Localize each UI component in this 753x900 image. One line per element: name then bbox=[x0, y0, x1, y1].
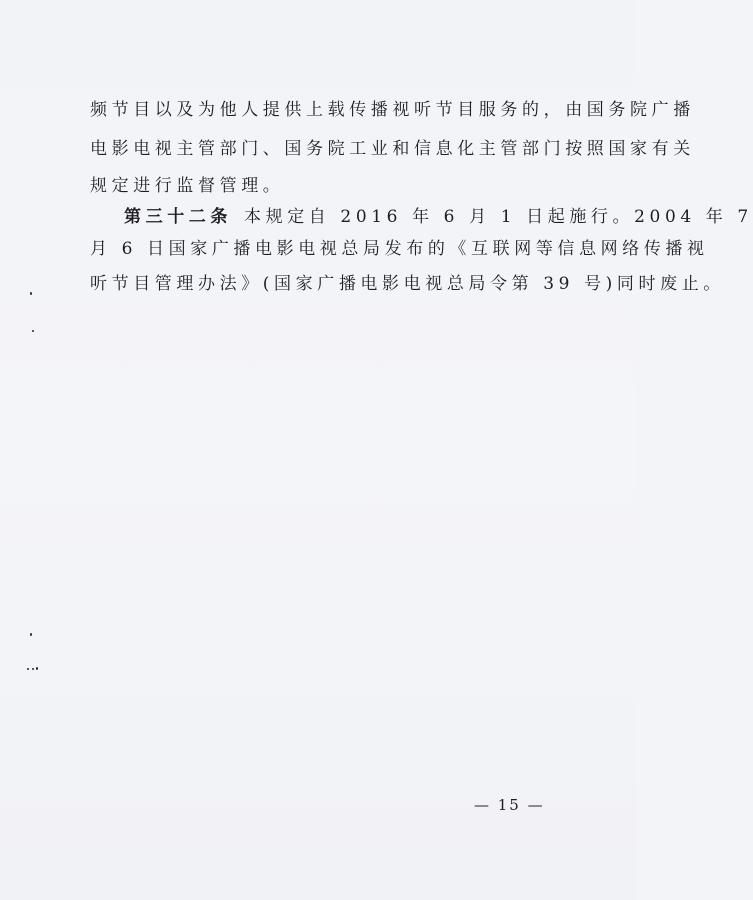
body-text-line: 规定进行监督管理。 bbox=[90, 176, 285, 196]
scan-speck bbox=[30, 633, 32, 636]
body-text-line: 听节目管理办法》(国家广播电影电视总局令第 39 号)同时废止。 bbox=[90, 274, 725, 294]
scan-speck bbox=[27, 668, 29, 670]
scan-speck bbox=[32, 668, 34, 670]
scan-speck bbox=[30, 292, 32, 295]
body-text-line: 频节目以及为他人提供上载传播视听节目服务的，由国务院广播 bbox=[90, 100, 695, 120]
scan-speck bbox=[32, 330, 34, 332]
article-text: 本规定自 2016 年 6 月 1 日起施行。2004 年 7 bbox=[244, 207, 753, 227]
body-text-line: 月 6 日国家广播电影电视总局发布的《互联网等信息网络传播视 bbox=[90, 239, 709, 259]
article-label: 第三十二条 bbox=[124, 207, 232, 227]
article-paragraph-start bbox=[124, 207, 753, 227]
body-text-line: 电影电视主管部门、国务院工业和信息化主管部门按照国家有关 bbox=[90, 139, 695, 159]
scan-speck bbox=[36, 667, 38, 670]
page-number: — 15 — bbox=[474, 796, 545, 814]
